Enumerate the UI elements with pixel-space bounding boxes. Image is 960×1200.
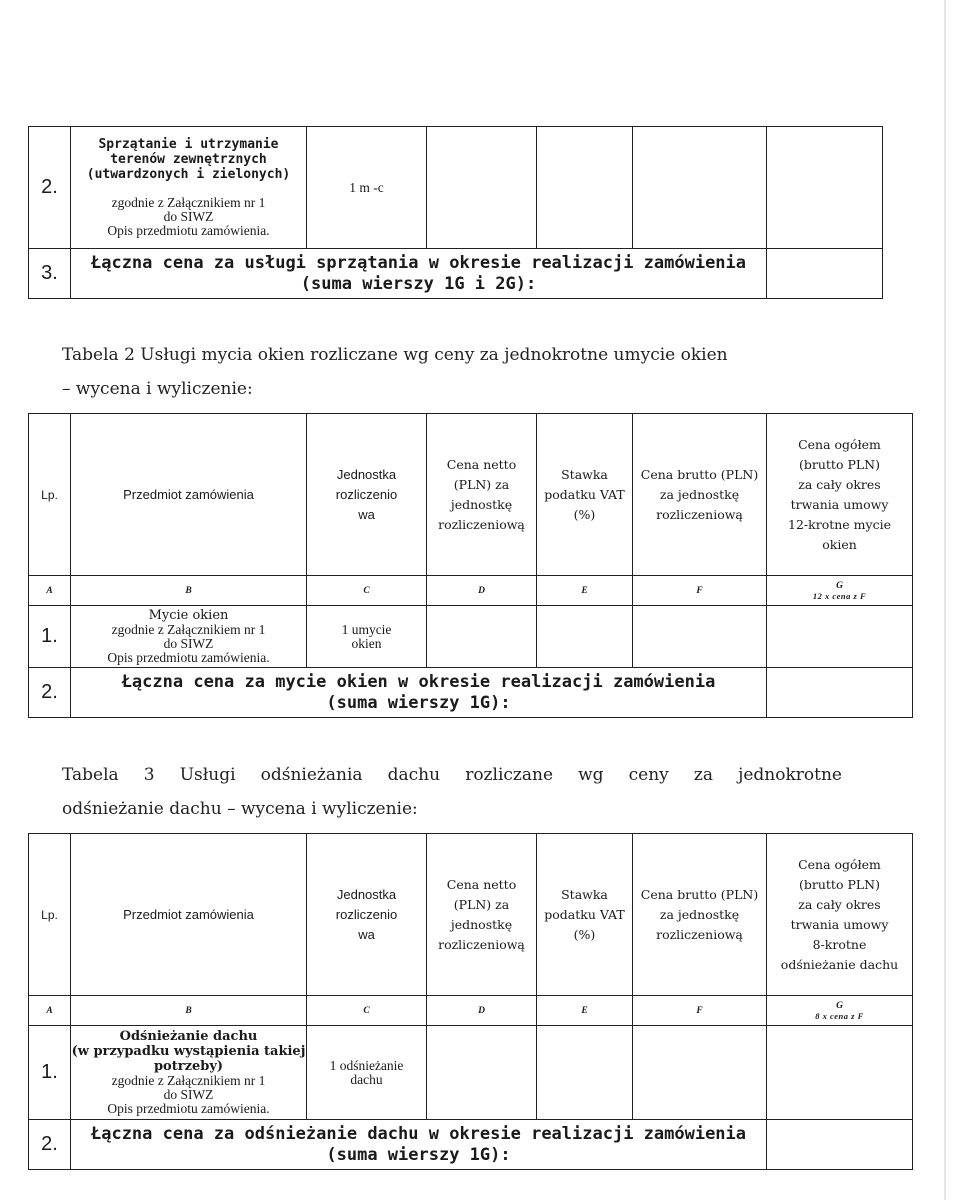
roof-snow-removal-table <box>28 833 913 1170</box>
table3-caption <box>62 760 842 824</box>
column-letter: E <box>537 576 633 606</box>
item-title-line: Sprzątanie i utrzymanie <box>98 137 279 152</box>
row-number: 2. <box>29 1120 71 1170</box>
total-price-cell[interactable] <box>767 606 913 668</box>
col-header-unit: Jednostka rozliczenio wa <box>307 834 427 996</box>
item-reference-line: zgodnie z Załącznikiem nr 1 <box>111 622 266 637</box>
item-title-line: (w przypadku wystąpienia takiej <box>71 1044 306 1059</box>
total-label <box>71 249 767 299</box>
item-description <box>71 1026 307 1120</box>
total-label-line1: Łączna cena za usługi sprzątania w okresie realizacji zamówienia <box>90 252 747 273</box>
col-header-lp: Lp. <box>29 834 71 996</box>
column-letter: D <box>427 996 537 1026</box>
col-header-vat: Stawka podatku VAT (%) <box>537 414 633 576</box>
column-letter: C <box>307 996 427 1026</box>
total-sum-cell[interactable] <box>767 668 913 718</box>
col-header-total: Cena ogółem (brutto PLN) za cały okres trwania umowy 12-krotne mycie okien <box>767 414 913 576</box>
unit-text: 1 m -c <box>349 179 384 195</box>
column-letter: B <box>71 996 307 1026</box>
table-row <box>29 606 913 668</box>
unit-cell <box>307 127 427 249</box>
item-reference-line: zgodnie z Załącznikiem nr 1 <box>111 1073 266 1088</box>
column-letter: G 12 x cena z F <box>767 576 913 606</box>
unit-cell: 1 odśnieżanie dachu <box>307 1026 427 1120</box>
header-row <box>29 414 913 576</box>
table-row <box>29 1026 913 1120</box>
item-reference-line: Opis przedmiotu zamówienia. <box>107 650 270 665</box>
column-letter: E <box>537 996 633 1026</box>
total-label: Łączna cena za odśnieżanie dachu w okresie realizacji zamówienia (suma wierszy 1G): <box>71 1120 767 1170</box>
table-row-total <box>29 249 883 299</box>
col-header-subject: Przedmiot zamówienia <box>71 834 307 996</box>
net-price-cell[interactable] <box>427 127 537 249</box>
caption-line1: Tabela 2 Usługi mycia okien rozliczane wg ceny za jednokrotne umycie okien <box>62 345 728 365</box>
total-label-line2: (suma wierszy 1G i 2G): <box>300 273 537 294</box>
row-number: 1. <box>29 606 71 668</box>
column-letter: A <box>29 576 71 606</box>
vat-rate-cell[interactable] <box>537 1026 633 1120</box>
col-header-vat: Stawka podatku VAT (%) <box>537 834 633 996</box>
table-row-total <box>29 668 913 718</box>
net-price-cell[interactable] <box>427 606 537 668</box>
col-header-gross-price: Cena brutto (PLN) za jednostkę rozliczeniową <box>633 414 767 576</box>
window-cleaning-table <box>28 413 913 718</box>
g-formula: 8 x cena z F <box>815 1010 864 1021</box>
g-formula: 12 x cena z F <box>812 590 867 601</box>
item-reference-line: do SIWZ <box>163 636 214 651</box>
column-letter: C <box>307 576 427 606</box>
item-reference-line: Opis przedmiotu zamówienia. <box>107 223 270 238</box>
row-number: 3. <box>29 249 71 299</box>
gross-price-cell[interactable] <box>633 127 767 249</box>
unit-cell: 1 umycie okien <box>307 606 427 668</box>
row-number: 2. <box>29 127 71 249</box>
table2-caption <box>62 340 728 404</box>
row-number: 2. <box>29 668 71 718</box>
item-title: Mycie okien <box>148 608 229 623</box>
table-row <box>29 127 883 249</box>
total-sum-cell[interactable] <box>767 1120 913 1170</box>
total-label: Łączna cena za mycie okien w okresie realizacji zamówienia (suma wierszy 1G): <box>71 668 767 718</box>
column-letter: D <box>427 576 537 606</box>
item-title-line: Odśnieżanie dachu <box>119 1029 258 1044</box>
col-header-net-price: Cena netto (PLN) za jednostkę rozliczeniową <box>427 834 537 996</box>
item-reference-line: do SIWZ <box>163 1087 214 1102</box>
item-description <box>71 127 307 249</box>
column-letter: F <box>633 996 767 1026</box>
gross-price-cell[interactable] <box>633 606 767 668</box>
row-number: 1. <box>29 1026 71 1120</box>
column-letters-row <box>29 996 913 1026</box>
cleaning-table-continuation <box>28 126 883 299</box>
header-row <box>29 834 913 996</box>
caption-line2: odśnieżanie dachu – wycena i wyliczenie: <box>62 799 418 819</box>
item-title-line: potrzeby) <box>153 1059 224 1074</box>
caption-line1: Tabela 3 Usługi odśnieżania dachu rozliczane wg ceny za jednokrotne <box>62 765 842 785</box>
caption-line2: – wycena i wyliczenie: <box>62 379 253 399</box>
total-price-cell[interactable] <box>767 127 883 249</box>
col-header-gross-price: Cena brutto (PLN) za jednostkę rozliczeniową <box>633 834 767 996</box>
column-letter: G 8 x cena z F <box>767 996 913 1026</box>
col-header-total: Cena ogółem (brutto PLN) za cały okres trwania umowy 8-krotne odśnieżanie dachu <box>767 834 913 996</box>
column-letter: A <box>29 996 71 1026</box>
item-description <box>71 606 307 668</box>
col-header-subject: Przedmiot zamówienia <box>71 414 307 576</box>
col-header-net-price: Cena netto (PLN) za jednostkę rozliczeniową <box>427 414 537 576</box>
col-header-unit: Jednostka rozliczenio wa <box>307 414 427 576</box>
item-reference-line: do SIWZ <box>163 209 214 224</box>
vat-rate-cell[interactable] <box>537 127 633 249</box>
net-price-cell[interactable] <box>427 1026 537 1120</box>
item-title-line: terenów zewnętrznych <box>110 152 267 167</box>
total-price-cell[interactable] <box>767 1026 913 1120</box>
gross-price-cell[interactable] <box>633 1026 767 1120</box>
column-letters-row <box>29 576 913 606</box>
item-reference-line: zgodnie z Załącznikiem nr 1 <box>111 195 266 210</box>
total-sum-cell[interactable] <box>767 249 883 299</box>
col-header-lp: Lp. <box>29 414 71 576</box>
item-reference-line: Opis przedmiotu zamówienia. <box>107 1101 270 1116</box>
page-edge-shadow <box>944 0 946 1200</box>
vat-rate-cell[interactable] <box>537 606 633 668</box>
table-row-total <box>29 1120 913 1170</box>
column-letter: B <box>71 576 307 606</box>
column-letter: F <box>633 576 767 606</box>
item-title-line: (utwardzonych i zielonych) <box>86 167 291 182</box>
